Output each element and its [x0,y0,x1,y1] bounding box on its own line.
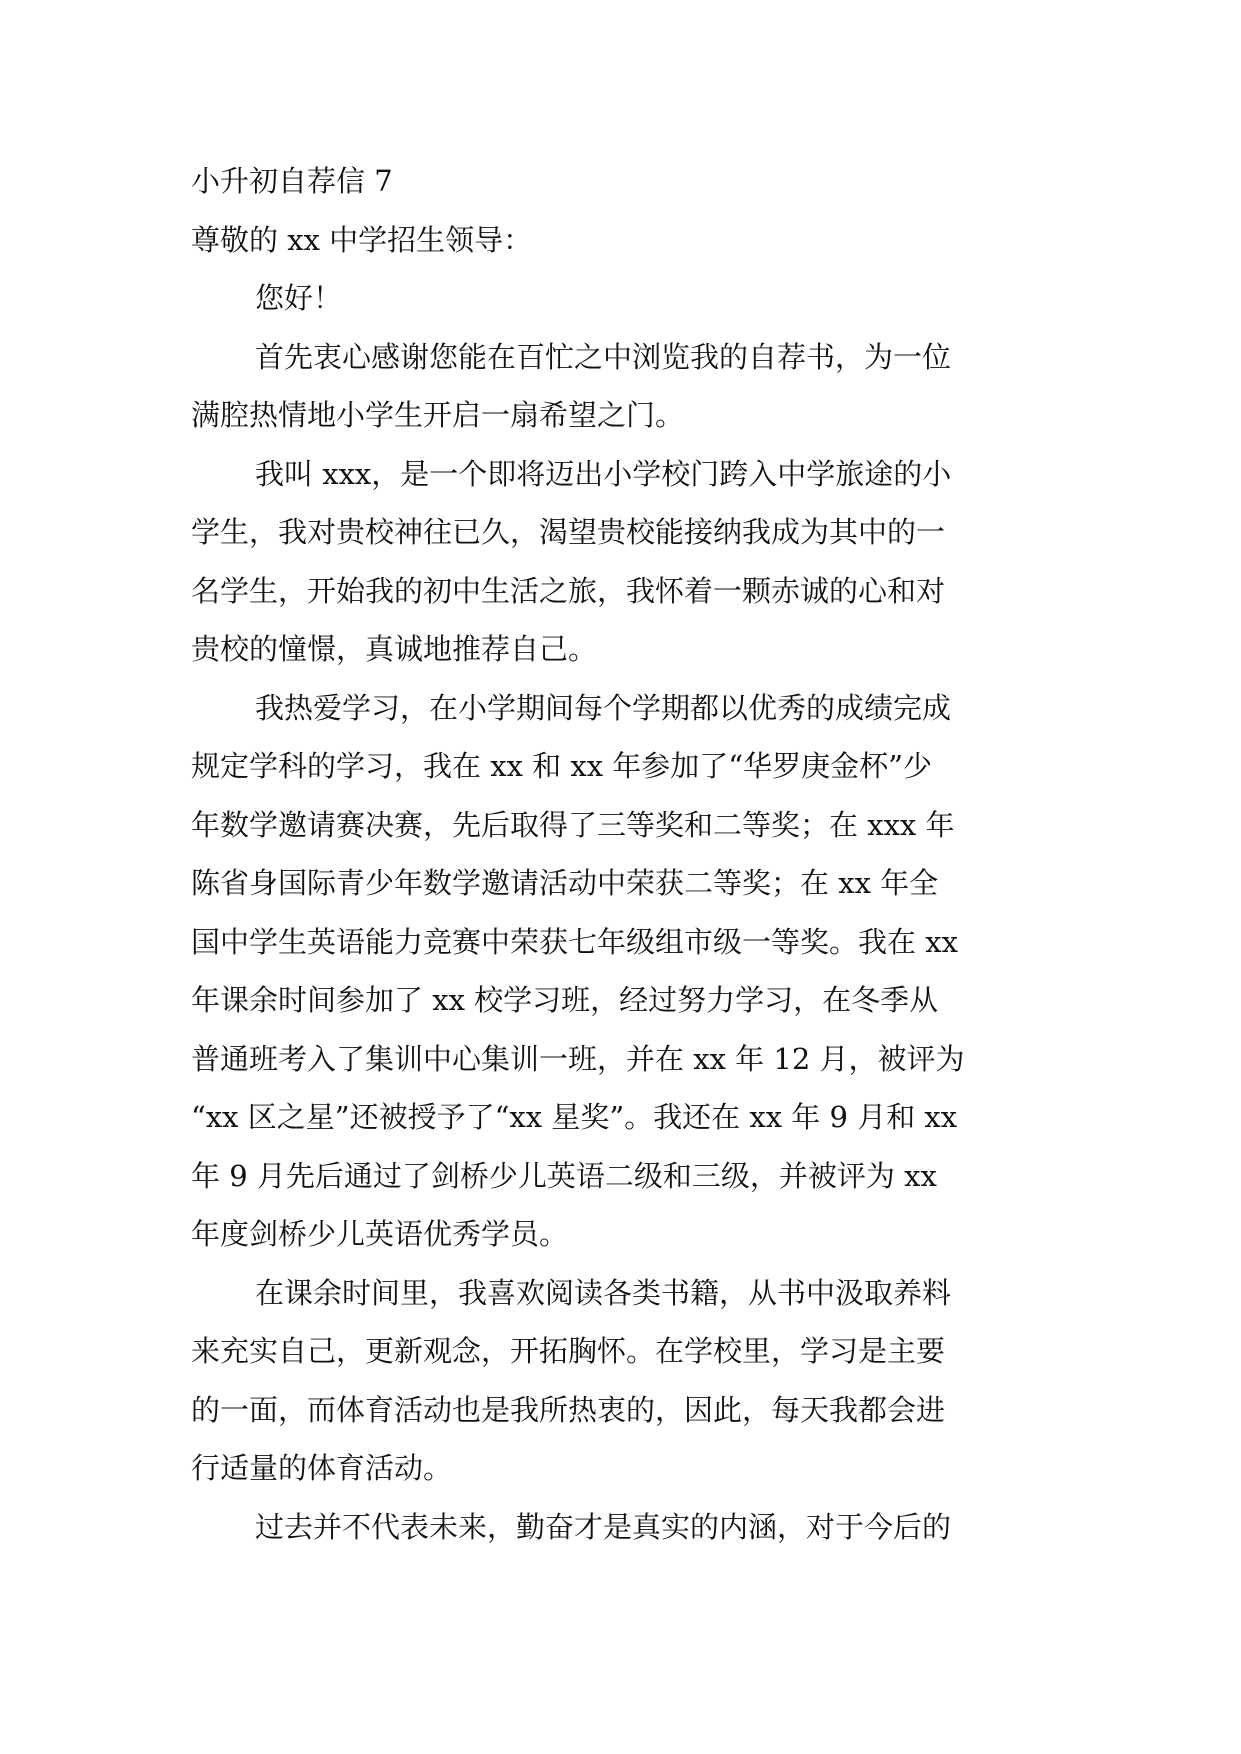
paragraph-2 [191,445,1053,679]
paragraph-line: 我热爱学习，在小学期间每个学期都以优秀的成绩完成 [255,690,952,725]
paragraph-line: 年课余时间参加了 xx 校学习班，经过努力学习，在冬季从 [191,983,939,1017]
paragraph-line: 我叫 xxx，是一个即将迈出小学校门跨入中学旅途的小 [255,456,952,491]
greeting: 您好！ [255,281,343,315]
paragraph-line: 满腔热情地小学生开启一扇希望之门。 [191,398,685,432]
paragraph-line: 年度剑桥少儿英语优秀学员。 [191,1217,569,1251]
paragraph-1 [191,328,1053,445]
paragraph-line: 行适量的体育活动。 [191,1451,453,1485]
paragraph-line: 陈省身国际青少年数学邀请活动中荣获二等奖；在 xx 年全 [191,866,939,900]
paragraph-3 [191,679,1053,1264]
paragraph-line: 名学生，开始我的初中生活之旅，我怀着一颗赤诚的心和对 [191,573,946,608]
document-body [191,152,1053,1556]
paragraph-line: 来充实自己，更新观念，开拓胸怀。在学校里，学习是主要 [191,1334,946,1368]
document-title: 小升初自荐信 7 [191,164,393,198]
paragraph-line: “xx 区之星”还被授予了“xx 星奖”。我还在 xx 年 9 月和 xx [191,1100,958,1134]
paragraph-line: 首先衷心感谢您能在百忙之中浏览我的自荐书，为一位 [255,339,952,374]
paragraph-line: 年数学邀请赛决赛，先后取得了三等奖和二等奖；在 xxx 年 [191,807,955,842]
paragraph-line: 的一面，而体育活动也是我所热衷的，因此，每天我都会进 [191,1392,946,1427]
paragraph-line: 国中学生英语能力竞赛中荣获七年级组市级一等奖。我在 xx [191,924,958,959]
paragraph-line: 规定学科的学习，我在 xx 和 xx 年参加了“华罗庚金杯”少 [191,749,932,783]
paragraph-line: 在课余时间里，我喜欢阅读各类书籍，从书中汲取养料 [255,1275,952,1310]
paragraph-4 [191,1264,1053,1498]
paragraph-line: 学生，我对贵校神往已久，渴望贵校能接纳我成为其中的一 [191,515,946,549]
paragraph-line: 过去并不代表未来，勤奋才是真实的内涵，对于今后的 [255,1509,952,1544]
salutation: 尊敬的 xx 中学招生领导： [191,222,533,257]
paragraph-line: 贵校的憧憬，真诚地推荐自己。 [191,632,598,666]
paragraph-5 [191,1498,1053,1557]
paragraph-line: 普通班考入了集训中心集训一班，并在 xx 年 12 月，被评为 [191,1041,965,1076]
paragraph-line: 年 9 月先后通过了剑桥少儿英语二级和三级，并被评为 xx [191,1158,937,1193]
